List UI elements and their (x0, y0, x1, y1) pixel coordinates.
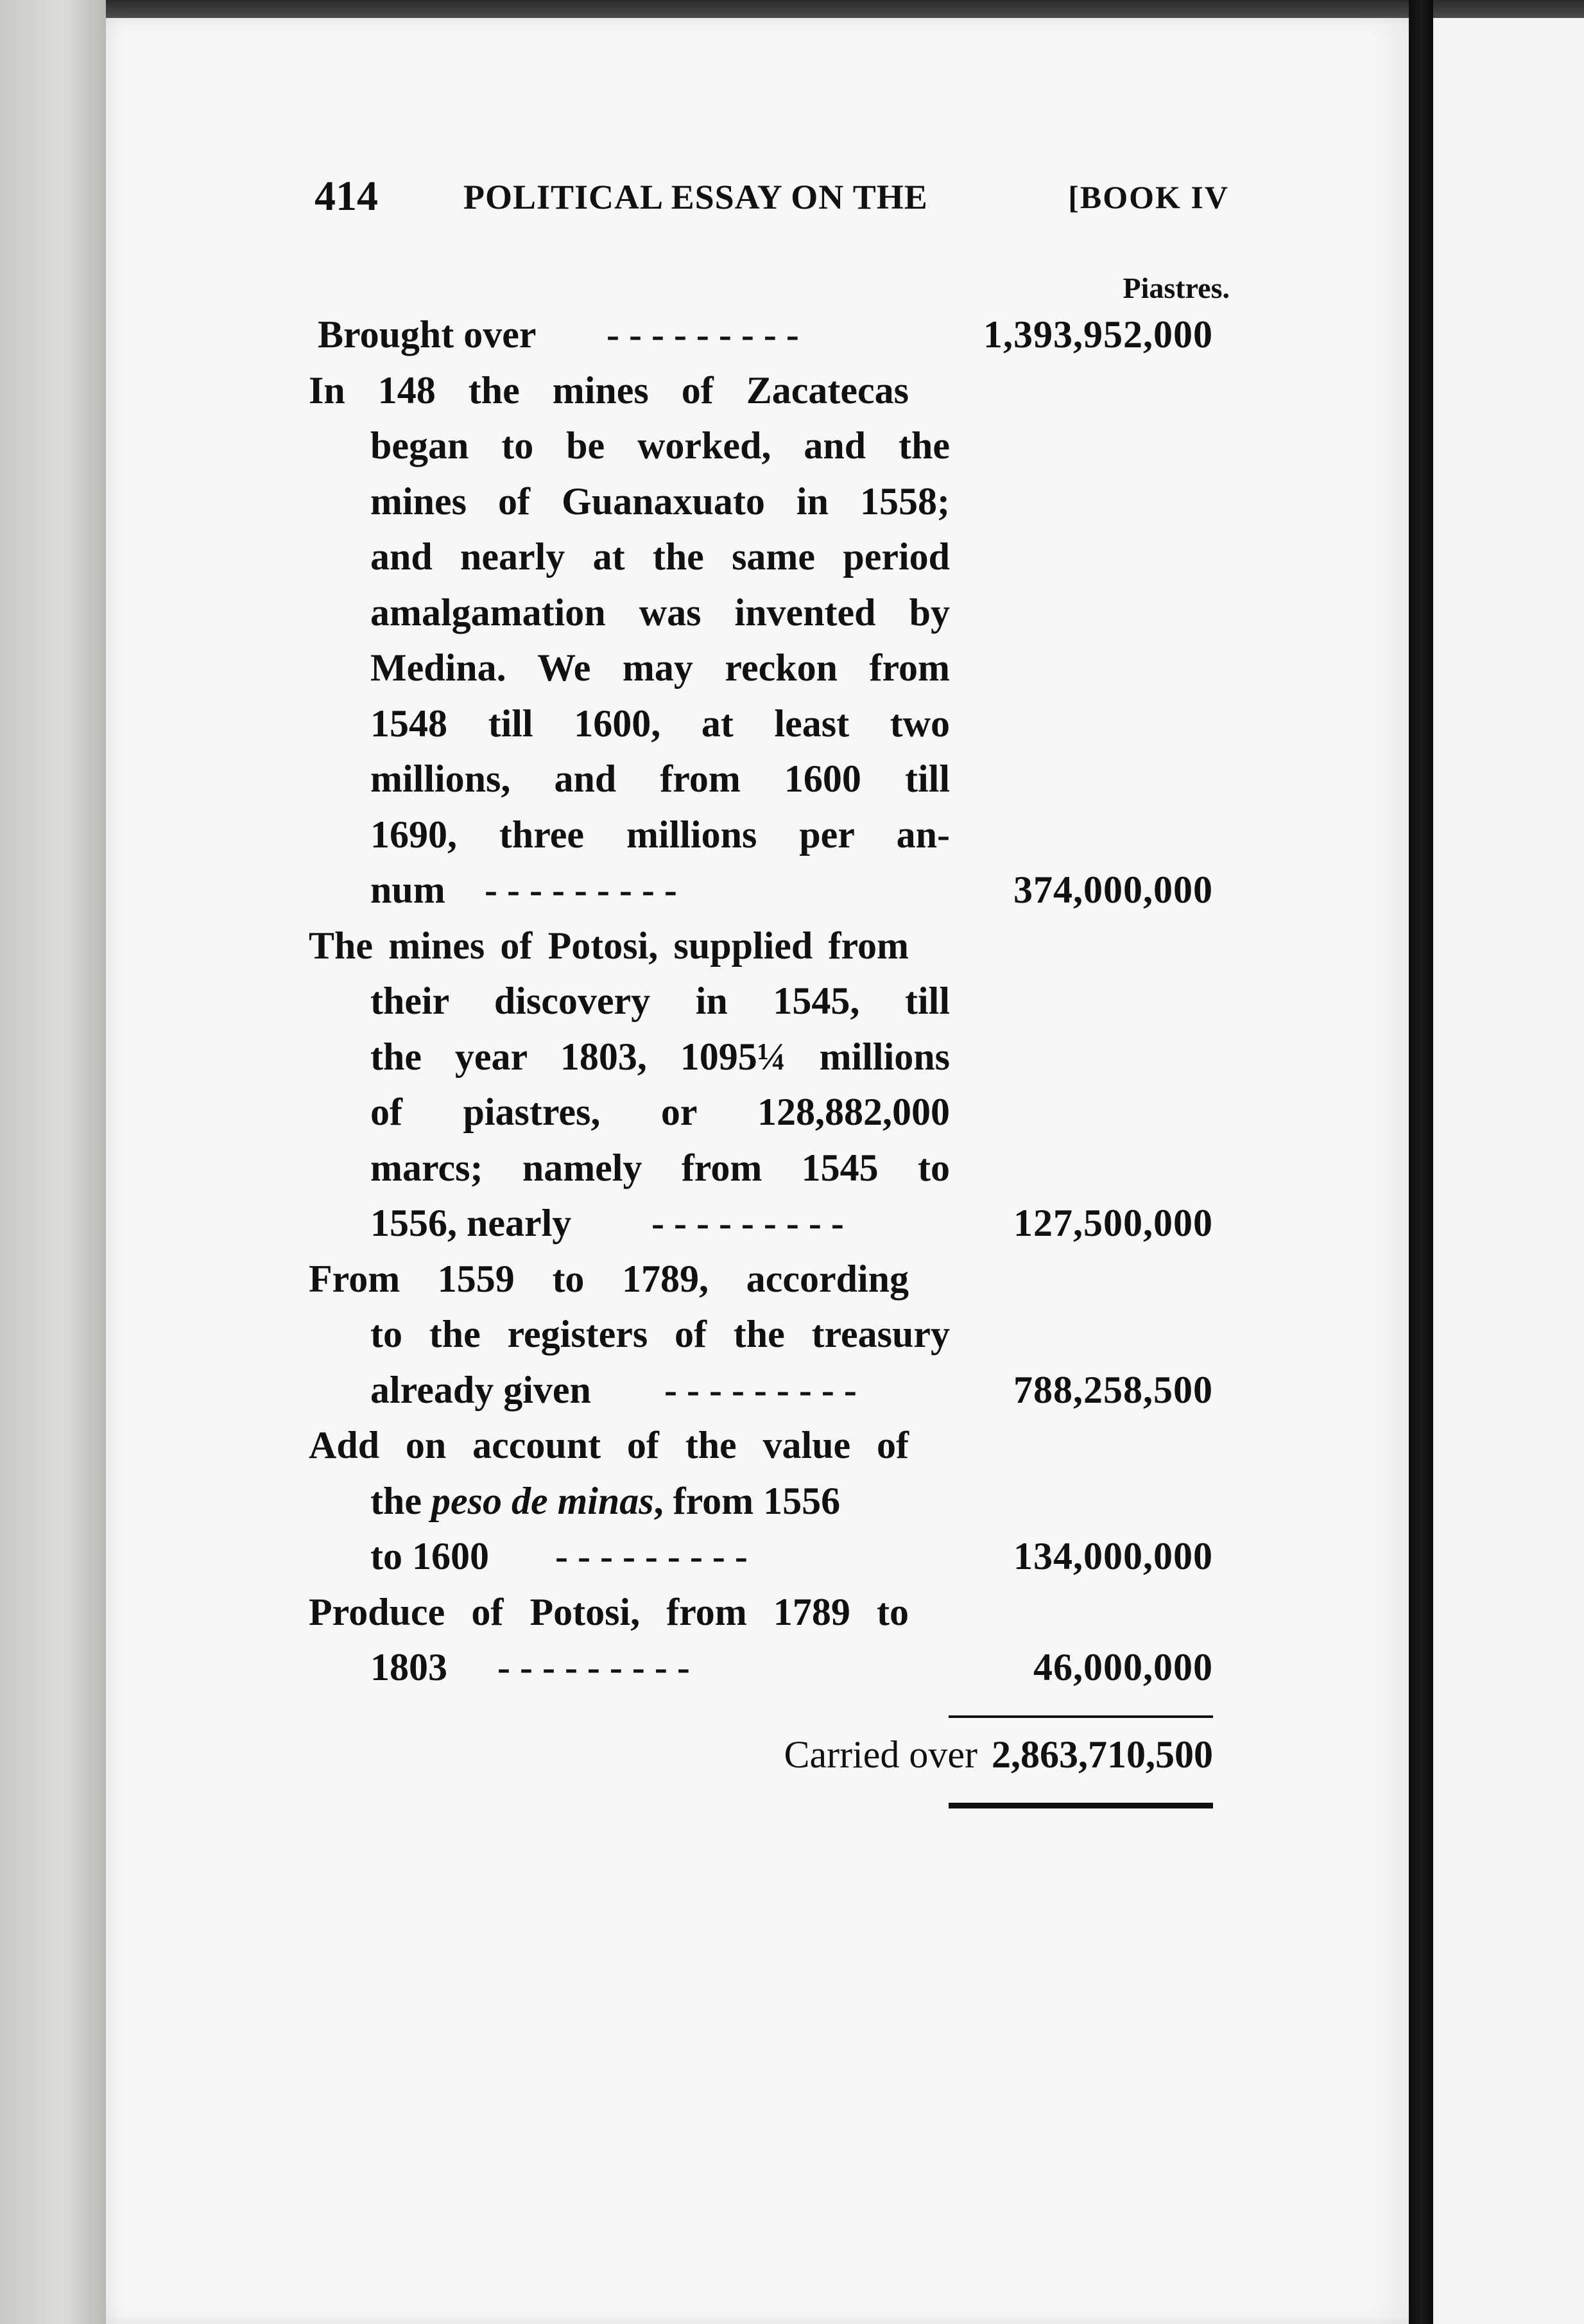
entry-text: 1548 till 1600, at least two (370, 702, 950, 745)
ledger-row (318, 307, 1213, 363)
ledger-row (318, 1306, 1213, 1362)
entry-text: 1803 (370, 1646, 447, 1688)
carried-over-amount: 2,863,710,500 (992, 1733, 1213, 1776)
entry-text: Produce of Potosi, from 1789 to (309, 1590, 909, 1633)
entry-text-part: , from 1556 (653, 1479, 841, 1522)
ledger-row (318, 1140, 1213, 1196)
entry-text: Medina. We may reckon from (370, 646, 950, 689)
ledger-row (318, 1195, 1213, 1251)
dot-leader: - - - - - - - - - (607, 313, 799, 356)
entry-text-part: the (370, 1479, 422, 1522)
double-rule (949, 1803, 1213, 1808)
ledger-row (309, 918, 1204, 974)
ledger-row (309, 1584, 1204, 1640)
dot-leader: - - - - - - - - - (555, 1535, 748, 1577)
carried-over-label: Carried over (784, 1733, 977, 1776)
ledger-row (318, 862, 1213, 918)
ledger-row (318, 751, 1213, 807)
entry-amount: 134,000,000 (1013, 1535, 1213, 1577)
page-header (314, 172, 1229, 230)
carried-over-row (784, 1727, 1213, 1782)
entry-text: Add on account of the value of (309, 1424, 909, 1466)
entry-text: amalgamation was invented by (370, 591, 950, 634)
book-label: [BOOK IV (1068, 179, 1229, 215)
italic-term: peso de minas (431, 1479, 654, 1522)
ledger-row (318, 1529, 1213, 1584)
entry-text: mines of Guanaxuato in 1558; (370, 480, 950, 523)
entry-text: num (370, 869, 445, 911)
ledger-row (309, 1251, 1204, 1307)
entry-text: their discovery in 1545, till (370, 980, 950, 1022)
dot-leader: - - - - - - - - - (497, 1646, 690, 1688)
entry-text: From 1559 to 1789, according (309, 1257, 909, 1300)
entry-amount: 127,500,000 (1013, 1202, 1213, 1244)
ledger-row (309, 363, 1204, 419)
entry-amount: 788,258,500 (1013, 1368, 1213, 1411)
ledger-table (309, 307, 1213, 1776)
running-title: POLITICAL ESSAY ON THE (463, 178, 928, 216)
entry-text: In 148 the mines of Zacatecas (309, 369, 909, 412)
entry-amount: 374,000,000 (1013, 869, 1213, 911)
entry-text: 1690, three millions per an- (370, 813, 950, 856)
entry-amount: 46,000,000 (1033, 1646, 1213, 1688)
entry-text: 1556, nearly (370, 1202, 572, 1244)
ledger-row (318, 1362, 1213, 1418)
dot-leader: - - - - - - - - - (664, 1368, 857, 1411)
ledger-row (318, 418, 1213, 474)
ledger-row (318, 1473, 1213, 1529)
ledger-row (318, 1084, 1213, 1140)
ledger-row (318, 640, 1213, 696)
entry-text (370, 1473, 840, 1529)
entry-text: the year 1803, 1095¼ millions (370, 1035, 950, 1078)
entry-text: to 1600 (370, 1535, 489, 1577)
entry-text: marcs; namely from 1545 to (370, 1146, 950, 1189)
entry-text: already given (370, 1368, 591, 1411)
ledger-row (318, 696, 1213, 752)
entry-text: The mines of Potosi, supplied from (309, 924, 909, 967)
sum-rule (949, 1715, 1213, 1718)
entry-text: of piastres, or 128,882,000 (370, 1091, 950, 1133)
ledger-row (318, 474, 1213, 530)
scan-margin (0, 0, 106, 2324)
page-number: 414 (314, 173, 378, 220)
ledger-row (318, 585, 1213, 641)
facing-page-edge (1433, 18, 1584, 2324)
entry-text: Brought over (318, 313, 537, 356)
dot-leader: - - - - - - - - - (485, 869, 677, 911)
dot-leader: - - - - - - - - - (651, 1202, 844, 1244)
ledger-row (318, 1640, 1213, 1695)
entry-text: began to be worked, and the (370, 424, 950, 467)
book-spine (1409, 0, 1433, 2324)
entry-text: millions, and from 1600 till (370, 758, 950, 800)
currency-unit-label: Piastres. (1123, 272, 1230, 304)
ledger-row (318, 1029, 1213, 1085)
entry-text: to the registers of the treasury (370, 1313, 950, 1355)
ledger-row (318, 807, 1213, 863)
ledger-row (318, 529, 1213, 585)
entry-amount: 1,393,952,000 (983, 313, 1213, 356)
ledger-row (318, 973, 1213, 1029)
ledger-row (309, 1418, 1204, 1473)
entry-text: and nearly at the same period (370, 535, 950, 578)
